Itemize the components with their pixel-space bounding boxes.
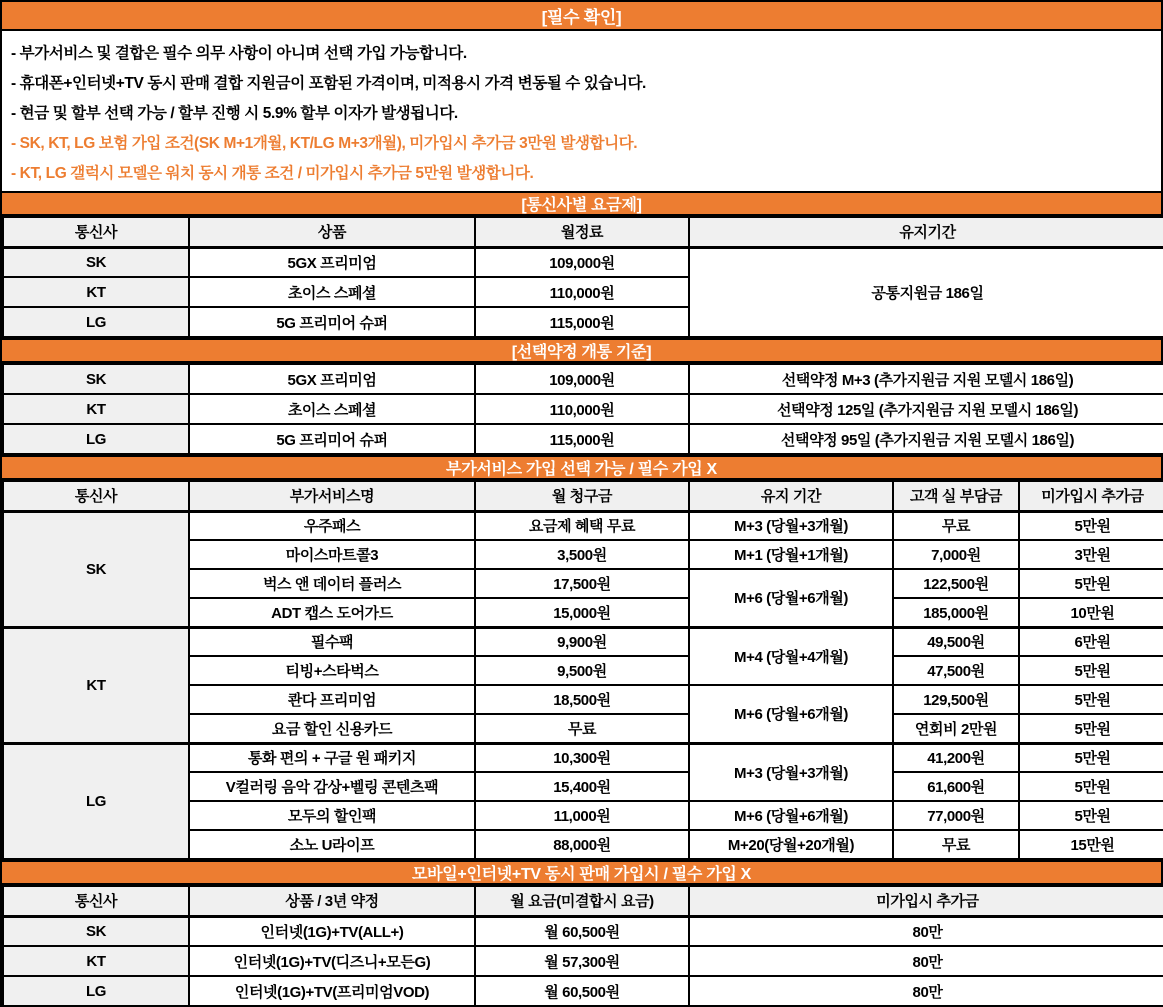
carrier-cell: SK <box>3 364 189 394</box>
monthly-cell: 88,000원 <box>475 830 689 859</box>
carrier-cell: LG <box>3 307 189 337</box>
table-row <box>3 946 1163 976</box>
cost-cell: 122,500원 <box>893 569 1019 598</box>
addon-name-cell: 콴다 프리미엄 <box>189 685 475 714</box>
addon-name-cell: 티빙+스타벅스 <box>189 656 475 685</box>
cost-cell: 41,200원 <box>893 743 1019 772</box>
header-carrier: 통신사 <box>3 886 189 916</box>
table-row <box>3 976 1163 1006</box>
table-header-row <box>3 481 1163 511</box>
carrier-cell: SK <box>3 511 189 627</box>
penalty-cell: 5만원 <box>1019 685 1163 714</box>
period-cell: M+1 (당월+1개월) <box>689 540 893 569</box>
table-row <box>3 394 1163 424</box>
cost-cell: 무료 <box>893 830 1019 859</box>
header-product: 상품 / 3년 약정 <box>189 886 475 916</box>
header-carrier: 통신사 <box>3 481 189 511</box>
header-penalty: 미가입시 추가금 <box>1019 481 1163 511</box>
product-cell: 5G 프리미어 슈퍼 <box>189 424 475 454</box>
penalty-cell: 5만원 <box>1019 772 1163 801</box>
carrier-plans-table <box>2 216 1163 338</box>
penalty-cell: 5만원 <box>1019 714 1163 743</box>
retention-cell: 선택약정 M+3 (추가지원금 지원 모델시 186일) <box>689 364 1163 394</box>
penalty-cell: 5만원 <box>1019 743 1163 772</box>
monthly-cell: 3,500원 <box>475 540 689 569</box>
header-period: 유지 기간 <box>689 481 893 511</box>
fee-cell: 월 57,300원 <box>475 946 689 976</box>
period-cell: M+6 (당월+6개월) <box>689 801 893 830</box>
header-cost: 고객 실 부담금 <box>893 481 1019 511</box>
cost-cell: 49,500원 <box>893 627 1019 656</box>
addon-name-cell: 모두의 할인팩 <box>189 801 475 830</box>
penalty-cell: 5만원 <box>1019 511 1163 540</box>
addon-name-cell: 통화 편의 + 구글 원 패키지 <box>189 743 475 772</box>
table-row <box>3 743 1163 772</box>
carrier-cell: SK <box>3 916 189 946</box>
fee-cell: 115,000원 <box>475 424 689 454</box>
product-cell: 인터넷(1G)+TV(디즈니+모든G) <box>189 946 475 976</box>
header-addon-name: 부가서비스명 <box>189 481 475 511</box>
monthly-cell: 11,000원 <box>475 801 689 830</box>
monthly-cell: 18,500원 <box>475 685 689 714</box>
penalty-cell: 5만원 <box>1019 569 1163 598</box>
header-retention: 유지기간 <box>689 217 1163 247</box>
fee-cell: 110,000원 <box>475 277 689 307</box>
product-cell: 5GX 프리미엄 <box>189 364 475 394</box>
addon-name-cell: 마이스마트콜3 <box>189 540 475 569</box>
monthly-cell: 17,500원 <box>475 569 689 598</box>
monthly-cell: 9,900원 <box>475 627 689 656</box>
cost-cell: 무료 <box>893 511 1019 540</box>
period-merged-cell: M+4 (당월+4개월) <box>689 627 893 685</box>
penalty-cell: 80만 <box>689 916 1163 946</box>
cost-cell: 7,000원 <box>893 540 1019 569</box>
monthly-cell: 15,000원 <box>475 598 689 627</box>
notice-line-accent: - KT, LG 갤럭시 모델은 워치 동시 개통 조건 / 미가입시 추가금 5만원 발생합니다. <box>11 165 534 182</box>
band-bundle: 모바일+인터넷+TV 동시 판매 가입시 / 필수 가입 X <box>2 860 1161 885</box>
cost-cell: 47,500원 <box>893 656 1019 685</box>
cost-cell: 61,600원 <box>893 772 1019 801</box>
addon-name-cell: 필수팩 <box>189 627 475 656</box>
header-carrier: 통신사 <box>3 217 189 247</box>
table-header-row <box>3 217 1163 247</box>
penalty-cell: 5만원 <box>1019 656 1163 685</box>
period-merged-cell: M+6 (당월+6개월) <box>689 685 893 743</box>
band-addon: 부가서비스 가입 선택 가능 / 필수 가입 X <box>2 455 1161 480</box>
product-cell: 초이스 스페셜 <box>189 394 475 424</box>
monthly-cell: 15,400원 <box>475 772 689 801</box>
penalty-cell: 80만 <box>689 946 1163 976</box>
period-merged-cell: M+6 (당월+6개월) <box>689 569 893 627</box>
notice-line: - 현금 및 할부 선택 가능 / 할부 진행 시 5.9% 할부 이자가 발생됩니다. <box>11 105 458 122</box>
cost-cell: 77,000원 <box>893 801 1019 830</box>
addon-name-cell: ADT 캡스 도어가드 <box>189 598 475 627</box>
table-row <box>3 364 1163 394</box>
retention-merged-cell: 공통지원금 186일 <box>689 247 1163 337</box>
fee-cell: 109,000원 <box>475 247 689 277</box>
monthly-cell: 10,300원 <box>475 743 689 772</box>
table-row <box>3 247 1163 277</box>
header-product: 상품 <box>189 217 475 247</box>
header-fee: 월 요금(미결합시 요금) <box>475 886 689 916</box>
carrier-cell: SK <box>3 247 189 277</box>
band-carrier-plans: [통신사별 요금제] <box>2 191 1161 216</box>
product-cell: 초이스 스페셜 <box>189 277 475 307</box>
table-row <box>3 511 1163 540</box>
table-row <box>3 627 1163 656</box>
retention-cell: 선택약정 125일 (추가지원금 지원 모델시 186일) <box>689 394 1163 424</box>
addon-name-cell: V컬러링 음악 감상+벨링 콘텐츠팩 <box>189 772 475 801</box>
product-cell: 인터넷(1G)+TV(프리미엄VOD) <box>189 976 475 1006</box>
header-monthly: 월 청구금 <box>475 481 689 511</box>
cost-cell: 연회비 2만원 <box>893 714 1019 743</box>
product-cell: 5G 프리미어 슈퍼 <box>189 307 475 337</box>
select-contract-table <box>2 363 1163 455</box>
fee-cell: 월 60,500원 <box>475 916 689 946</box>
table-header-row <box>3 886 1163 916</box>
carrier-cell: KT <box>3 277 189 307</box>
fee-cell: 109,000원 <box>475 364 689 394</box>
penalty-cell: 80만 <box>689 976 1163 1006</box>
period-cell: M+20(당월+20개월) <box>689 830 893 859</box>
addon-table <box>2 480 1163 860</box>
band-must-check: [필수 확인] <box>2 0 1161 31</box>
carrier-cell: LG <box>3 424 189 454</box>
period-cell: M+3 (당월+3개월) <box>689 511 893 540</box>
penalty-cell: 6만원 <box>1019 627 1163 656</box>
notice-line-accent: - SK, KT, LG 보험 가입 조건(SK M+1개월, KT/LG M+3개월), 미가입시 추가금 3만원 발생합니다. <box>11 135 638 152</box>
addon-name-cell: 소노 U라이프 <box>189 830 475 859</box>
bundle-table <box>2 885 1163 1007</box>
carrier-cell: LG <box>3 743 189 859</box>
addon-name-cell: 벅스 앤 데이터 플러스 <box>189 569 475 598</box>
table-row <box>3 424 1163 454</box>
table-row <box>3 916 1163 946</box>
header-penalty: 미가입시 추가금 <box>689 886 1163 916</box>
monthly-cell: 9,500원 <box>475 656 689 685</box>
band-select-contract: [선택약정 개통 기준] <box>2 338 1161 363</box>
cost-cell: 185,000원 <box>893 598 1019 627</box>
penalty-cell: 3만원 <box>1019 540 1163 569</box>
fee-cell: 110,000원 <box>475 394 689 424</box>
penalty-cell: 5만원 <box>1019 801 1163 830</box>
carrier-cell: LG <box>3 976 189 1006</box>
carrier-cell: KT <box>3 946 189 976</box>
carrier-cell: KT <box>3 394 189 424</box>
monthly-cell: 요금제 혜택 무료 <box>475 511 689 540</box>
period-merged-cell: M+3 (당월+3개월) <box>689 743 893 801</box>
product-cell: 5GX 프리미엄 <box>189 247 475 277</box>
addon-name-cell: 요금 할인 신용카드 <box>189 714 475 743</box>
addon-name-cell: 우주패스 <box>189 511 475 540</box>
retention-cell: 선택약정 95일 (추가지원금 지원 모델시 186일) <box>689 424 1163 454</box>
notice-line: - 부가서비스 및 결합은 필수 의무 사항이 아니며 선택 가입 가능합니다. <box>11 45 467 62</box>
notice-list <box>2 31 1161 191</box>
product-cell: 인터넷(1G)+TV(ALL+) <box>189 916 475 946</box>
notice-line: - 휴대폰+인터넷+TV 동시 판매 결합 지원금이 포함된 가격이며, 미적용시 가격 변동될 수 있습니다. <box>11 75 646 92</box>
header-fee: 월정료 <box>475 217 689 247</box>
monthly-cell: 무료 <box>475 714 689 743</box>
penalty-cell: 15만원 <box>1019 830 1163 859</box>
carrier-cell: KT <box>3 627 189 743</box>
penalty-cell: 10만원 <box>1019 598 1163 627</box>
fee-cell: 115,000원 <box>475 307 689 337</box>
fee-cell: 월 60,500원 <box>475 976 689 1006</box>
cost-cell: 129,500원 <box>893 685 1019 714</box>
